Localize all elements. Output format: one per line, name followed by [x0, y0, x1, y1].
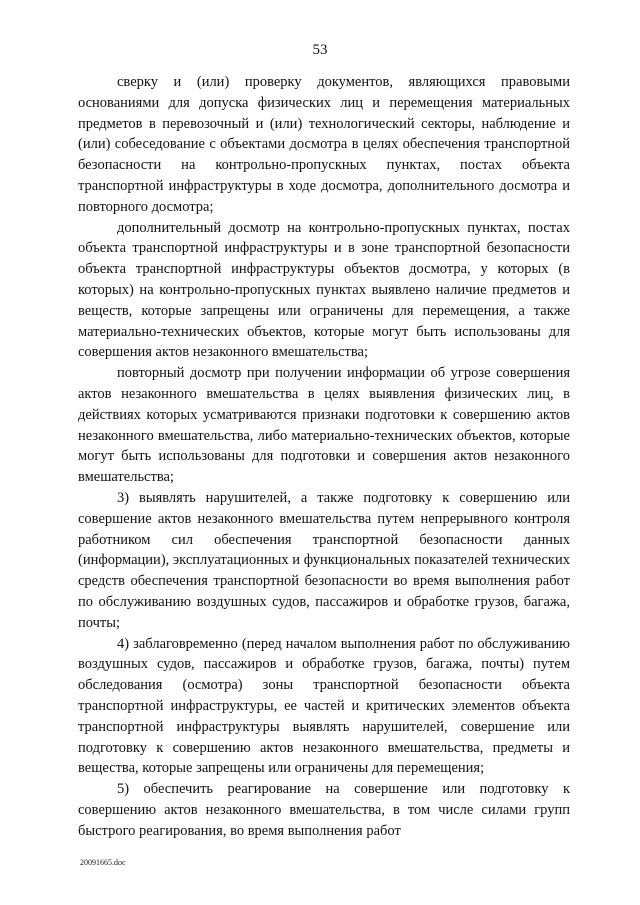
paragraph-repeat-inspection: повторный досмотр при получении информации об угрозе совершения актов незаконного вмешательства в целях выявления физических лиц, в действиях которых усматриваются признаки подготовки к совершению актов незаконного вмешательства, либо материально-технических объектов, которые могут быть использованы для подготовки и совершения актов незаконного вмешательства;	[78, 365, 570, 486]
paragraph-item-3: 3) выявлять нарушителей, а также подготовку к совершению или совершение актов незаконного вмешательства путем непрерывного контроля работником сил обеспечения транспортной безопасности данных (информации), эксплуатационных и функциональных показателей технических средств обеспечения транспортной безопасности во время выполнения работ по обслуживанию воздушных судов, пассажиров и обработке грузов, багажа, почты;	[78, 489, 570, 631]
paragraph-item-4: 4) заблаговременно (перед началом выполнения работ по обслуживанию воздушных судов, пассажиров и обработке грузов, багажа, почты) путем обследования (осмотра) зоны транспортной безопасности объекта транспортной инфраструктуры, ее частей и критических элементов объекта транспортной инфраструктуры выявлять нарушителей, совершение или подготовку к совершению актов незаконного вмешательства, предметы и вещества, которые запрещены или ограничены для перемещения;	[78, 635, 570, 777]
paragraph-additional-inspection: дополнительный досмотр на контрольно-пропускных пунктах, постах объекта транспортной инфраструктуры и в зоне транспортной безопасности объекта транспортной инфраструктуры объектов досмотра, у которых (в которых) на контрольно-пропускных пунктах выявлено наличие предметов и веществ, которые запрещены или ограничены для перемещения, а также материально-технических объектов, которые могут быть использованы для совершения актов незаконного вмешательства;	[78, 219, 570, 361]
page-number: 53	[312, 42, 328, 58]
document-body	[78, 72, 570, 841]
paragraph-item-5: 5) обеспечить реагирование на совершение или подготовку к совершению актов незаконного вмешательства, в том числе силами групп быстрого реагирования, во время выполнения работ	[78, 781, 570, 839]
paragraph-document-check: сверку и (или) проверку документов, являющихся правовыми основаниями для допуска физических лиц и перемещения материальных предметов в перевозочный и (или) технологический секторы, наблюдение и (или) собеседование с объектами досмотра в целях обеспечения транспортной безопасности на контрольно-пропускных пунктах, постах объекта транспортной инфраструктуры в ходе досмотра, дополнительного досмотра и повторного досмотра;	[78, 74, 570, 215]
footer-filename: 20091665.doc	[80, 858, 126, 867]
